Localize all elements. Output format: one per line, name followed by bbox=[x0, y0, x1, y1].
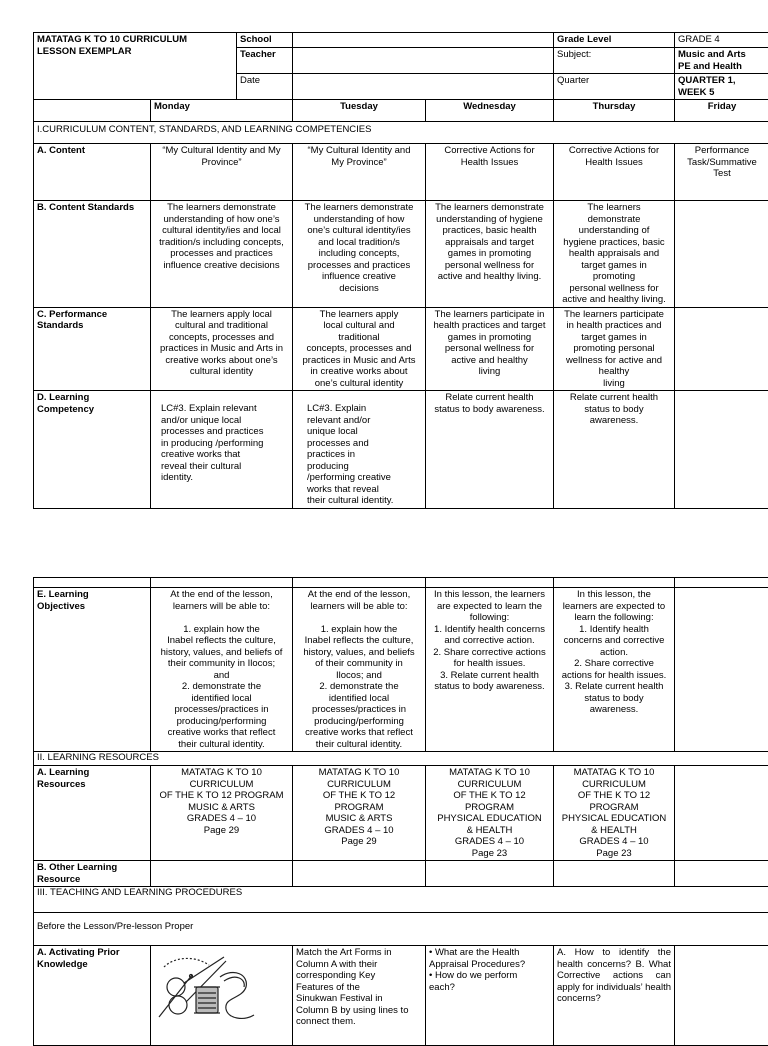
section-curriculum-content: I.CURRICULUM CONTENT, STANDARDS, AND LEARNING COMPETENCIES bbox=[34, 122, 768, 144]
subject-value: Music and Arts PE and Health bbox=[675, 48, 768, 74]
row-label-learning-competency: D. Learning Competency bbox=[34, 391, 151, 509]
content-standards-thursday: The learners demonstrate understanding of hygiene practices, basic health appraisals and target games in promoting personal wellness for active and healthy living. bbox=[554, 201, 675, 308]
performance-standards-monday: The learners apply local cultural and traditional concepts, processes and practices in Music and Arts in creative works about one’s cultural identity bbox=[151, 307, 293, 391]
blank-cell bbox=[34, 578, 151, 588]
content-friday: Performance Task/Summative Test bbox=[675, 144, 768, 201]
school-label: School bbox=[237, 33, 293, 48]
day-header-wednesday: Wednesday bbox=[426, 100, 554, 122]
day-header-blank bbox=[34, 100, 151, 122]
row-label-content-standards: B. Content Standards bbox=[34, 201, 151, 308]
row-label-learning-objectives: E. Learning Objectives bbox=[34, 588, 151, 752]
teacher-label: Teacher bbox=[237, 48, 293, 74]
lesson-exemplar-table-top bbox=[33, 32, 768, 509]
activating-wednesday: • What are the Health Appraisal Procedures? • How do we perform each? bbox=[426, 946, 554, 1046]
subject-label: Subject: bbox=[554, 48, 675, 74]
learning-competency-wednesday: Relate current health status to body awareness. bbox=[426, 391, 554, 509]
before-lesson-heading: Before the Lesson/Pre-lesson Proper bbox=[34, 913, 768, 946]
grade-level-value: GRADE 4 bbox=[675, 33, 768, 48]
row-label-learning-resources: A. Learning Resources bbox=[34, 766, 151, 861]
content-standards-friday bbox=[675, 201, 768, 308]
day-header-thursday: Thursday bbox=[554, 100, 675, 122]
learning-resources-thursday: MATATAG K TO 10 CURRICULUM OF THE K TO 12 PROGRAM PHYSICAL EDUCATION & HEALTH GRADES 4 – 10 Page 23 bbox=[554, 766, 675, 861]
grade-level-label: Grade Level bbox=[554, 33, 675, 48]
content-standards-tuesday: The learners demonstrate understanding of how one’s cultural identity/ies and local tradition/s including concepts, processes and practices influence creative decisions bbox=[293, 201, 426, 308]
document-title: MATATAG K TO 10 CURRICULUM LESSON EXEMPLAR bbox=[34, 33, 237, 100]
other-resources-monday bbox=[151, 861, 293, 887]
blank-cell bbox=[151, 578, 293, 588]
blank-cell bbox=[675, 578, 768, 588]
day-header-monday: Monday bbox=[151, 100, 293, 122]
other-resources-tuesday bbox=[293, 861, 426, 887]
activating-friday bbox=[675, 946, 768, 1046]
learning-resources-tuesday: MATATAG K TO 10 CURRICULUM OF THE K TO 12 PROGRAM MUSIC & ARTS GRADES 4 – 10 Page 29 bbox=[293, 766, 426, 861]
day-header-friday: Friday bbox=[675, 100, 768, 122]
performance-standards-wednesday: The learners participate in health practices and target games in promoting personal wellness for active and healthy living bbox=[426, 307, 554, 391]
blank-cell bbox=[293, 578, 426, 588]
performance-standards-tuesday: The learners apply local cultural and traditional concepts, processes and practices in Music and Arts in creative works about one’s cultural identity bbox=[293, 307, 426, 391]
content-thursday: Corrective Actions for Health Issues bbox=[554, 144, 675, 201]
quarter-label: Quarter bbox=[554, 74, 675, 100]
blank-cell bbox=[426, 578, 554, 588]
row-label-performance-standards: C. Performance Standards bbox=[34, 307, 151, 391]
content-wednesday: Corrective Actions for Health Issues bbox=[426, 144, 554, 201]
sewing-tools-illustration bbox=[154, 947, 264, 1027]
other-resources-thursday bbox=[554, 861, 675, 887]
learning-objectives-monday: At the end of the lesson, learners will be able to: 1. explain how the Inabel reflects the culture, history, values, and beliefs of their community in Ilocos; and 2. demonstrate the identified local processes/practices in producing/performing creative works that reflect their cultural identity. bbox=[151, 588, 293, 752]
row-label-other-resources: B. Other Learning Resource bbox=[34, 861, 151, 887]
learning-competency-thursday: Relate current health status to body awareness. bbox=[554, 391, 675, 509]
row-label-content: A. Content bbox=[34, 144, 151, 201]
other-resources-friday bbox=[675, 861, 768, 887]
learning-objectives-wednesday: In this lesson, the learners are expected to learn the following: 1. Identify health concerns and corrective action. 2. Share corrective actions for health issues. 3. Relate current health status to body awareness. bbox=[426, 588, 554, 752]
learning-objectives-thursday: In this lesson, the learners are expected to learn the following: 1. Identify health concerns and corrective action. 2. Share corrective actions for health issues. 3. Relate current health status to body awareness. bbox=[554, 588, 675, 752]
content-standards-wednesday: The learners demonstrate understanding of hygiene practices, basic health appraisals and target games in promoting personal wellness for active and healthy living. bbox=[426, 201, 554, 308]
learning-competency-tuesday: LC#3. Explain relevant and/or unique local processes and practices in producing /performing creative works that reveal their cultural identity. bbox=[293, 391, 426, 509]
school-value bbox=[293, 33, 554, 48]
performance-standards-thursday: The learners participate in health practices and target games in promoting personal wellness for active and healthy living bbox=[554, 307, 675, 391]
learning-resources-wednesday: MATATAG K TO 10 CURRICULUM OF THE K TO 12 PROGRAM PHYSICAL EDUCATION & HEALTH GRADES 4 – 10 Page 23 bbox=[426, 766, 554, 861]
learning-resources-friday bbox=[675, 766, 768, 861]
date-value bbox=[293, 74, 554, 100]
quarter-value: QUARTER 1, WEEK 5 bbox=[675, 74, 768, 100]
activating-tuesday: Match the Art Forms in Column A with their corresponding Key Features of the Sinukwan Festival in Column B by using lines to connect them. bbox=[293, 946, 426, 1046]
activating-monday bbox=[151, 946, 293, 1046]
section-learning-resources: II. LEARNING RESOURCES bbox=[34, 752, 768, 766]
blank-cell bbox=[554, 578, 675, 588]
other-resources-wednesday bbox=[426, 861, 554, 887]
learning-resources-monday: MATATAG K TO 10 CURRICULUM OF THE K TO 12 PROGRAM MUSIC & ARTS GRADES 4 – 10 Page 29 bbox=[151, 766, 293, 861]
learning-objectives-friday bbox=[675, 588, 768, 752]
content-standards-monday: The learners demonstrate understanding of how one’s cultural identity/ies and local tradition/s including concepts, processes and practices influence creative decisions bbox=[151, 201, 293, 308]
content-monday: “My Cultural Identity and My Province” bbox=[151, 144, 293, 201]
teacher-value bbox=[293, 48, 554, 74]
row-label-activating-prior-knowledge: A. Activating Prior Knowledge bbox=[34, 946, 151, 1046]
learning-objectives-tuesday: At the end of the lesson, learners will be able to: 1. explain how the Inabel reflects the culture, history, values, and beliefs of their community in Ilocos; and 2. demonstrate the identified local processes/practices in producing/performing creative works that reflect their cultural identity. bbox=[293, 588, 426, 752]
section-teaching-procedures: III. TEACHING AND LEARNING PROCEDURES bbox=[34, 887, 768, 913]
activating-thursday: A. How to identify the health concerns? B. What Corrective actions can apply for individuals’ health concerns? bbox=[554, 946, 675, 1046]
date-label: Date bbox=[237, 74, 293, 100]
learning-competency-friday bbox=[675, 391, 768, 509]
lesson-exemplar-table-bottom bbox=[33, 577, 768, 1046]
content-tuesday: “My Cultural Identity and My Province” bbox=[293, 144, 426, 201]
performance-standards-friday bbox=[675, 307, 768, 391]
learning-competency-monday: LC#3. Explain relevant and/or unique local processes and practices in producing /performing creative works that reveal their cultural identity. bbox=[151, 391, 293, 509]
day-header-tuesday: Tuesday bbox=[293, 100, 426, 122]
